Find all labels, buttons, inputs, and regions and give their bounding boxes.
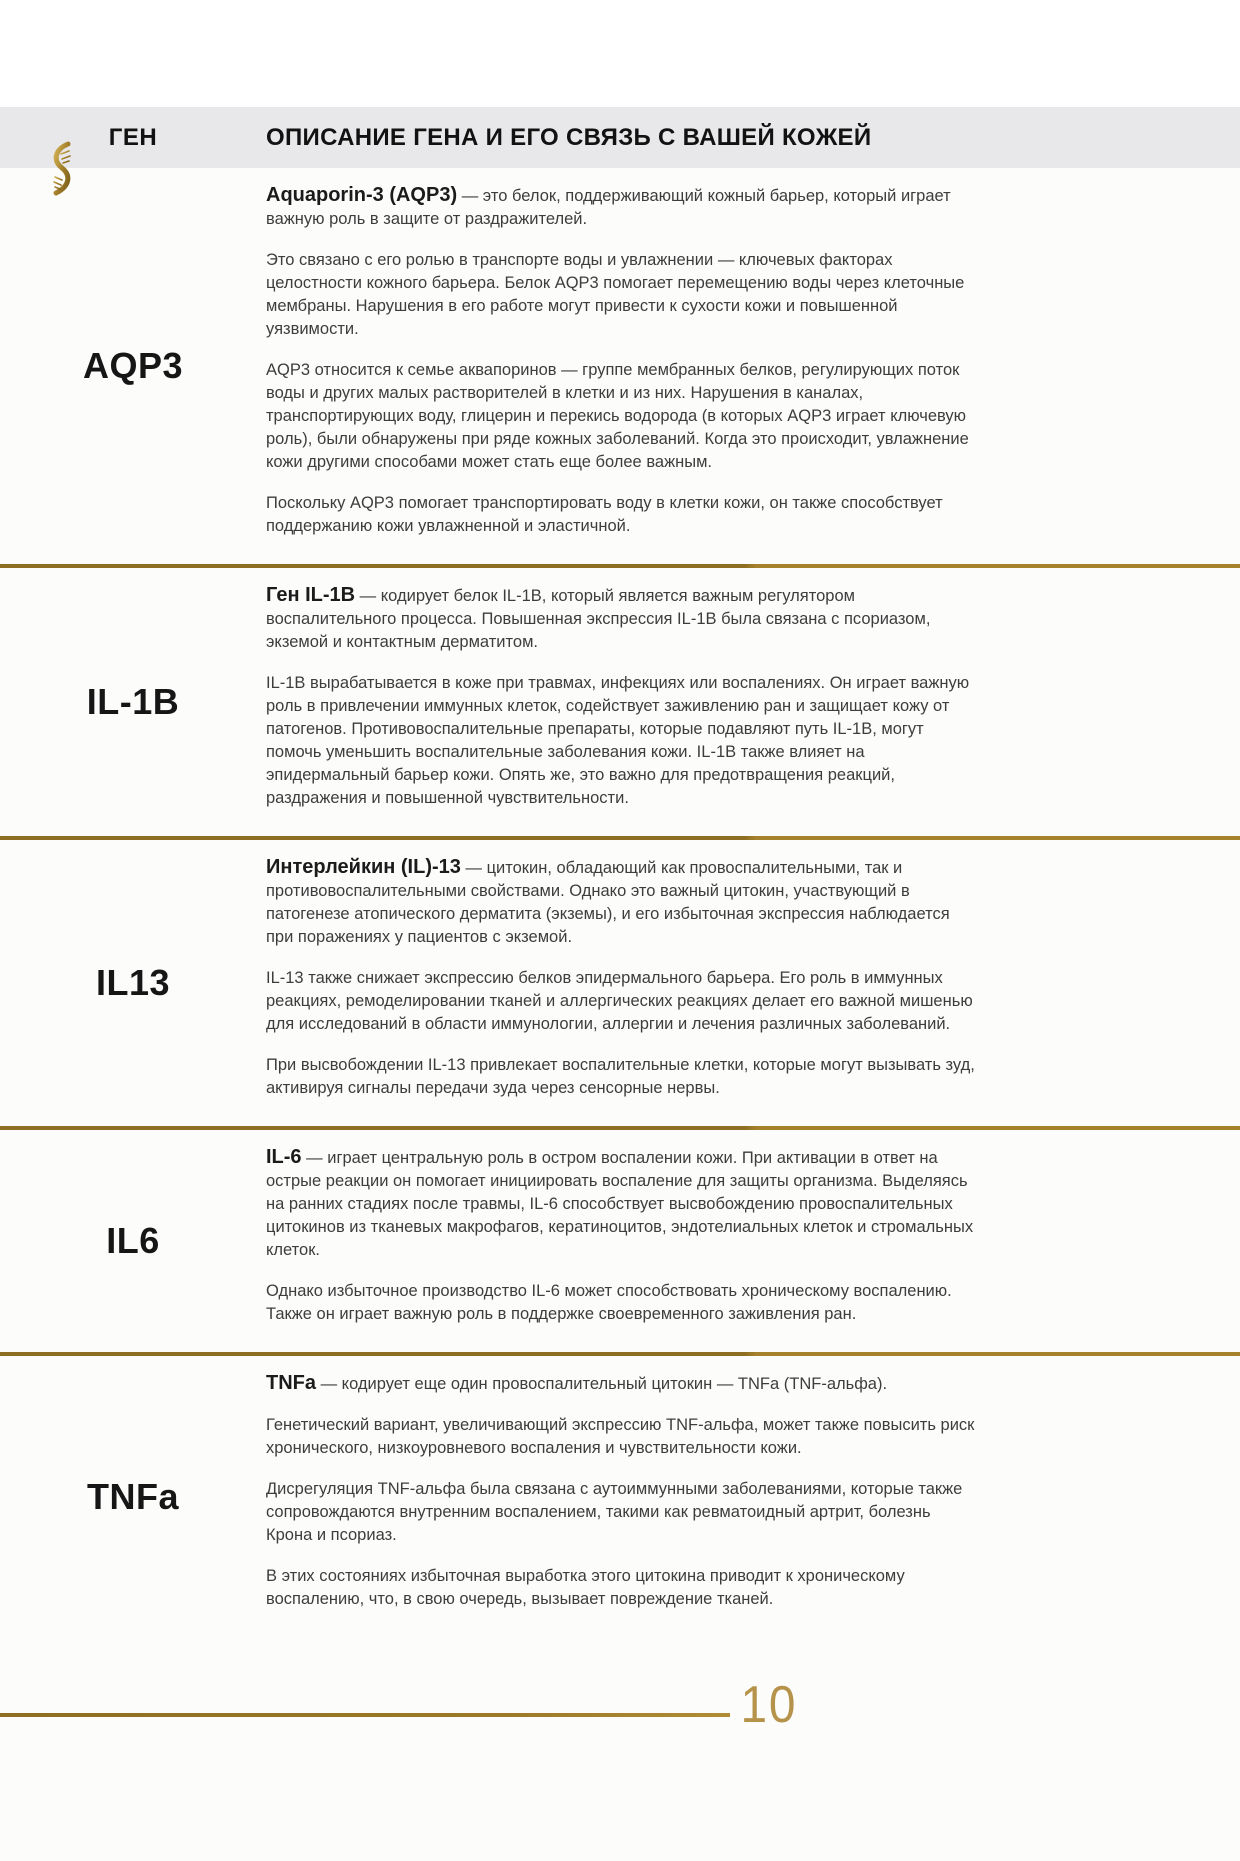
paragraph [266, 967, 976, 1036]
paragraph-lead: Ген IL-1B [266, 584, 356, 606]
page-footer [0, 1676, 1240, 1753]
paragraph-text: Это связано с его ролью в транспорте воды и увлажнении — ключевых факторах целостности кожного барьера. Белок AQP3 помогает перемещению воды через клеточные мембраны. Нарушения в его работе могут привести к сухости кожи и повышенной уязвимости. [266, 251, 965, 338]
gene-name: IL6 [106, 1220, 160, 1261]
gene-name: IL13 [95, 962, 171, 1003]
paragraph-text: AQP3 относится к семье аквапоринов — группе мембранных белков, регулирующих поток воды и других малых растворителей в клетки и из них. Нарушения в каналах, транспортирующих воду, глицерин и перекись водорода (в которых AQP3 играет ключевую роль), были обнаружены при ряде кожных заболеваний. Когда это происходит, увлажнение кожи другими способами может стать еще более важным. [266, 361, 969, 471]
paragraph-lead: TNFa [266, 1372, 316, 1394]
paragraph-text: Дисрегуляция TNF-альфа была связана с аутоиммунными заболеваниями, которые также сопровождаются внутренним воспалением, такими как ревматоидный артрит, болезнь Крона и псориаз. [266, 1480, 963, 1544]
paragraph [266, 1054, 976, 1100]
table-row [0, 568, 1240, 840]
paragraph-text: IL-13 также снижает экспрессию белков эпидермального барьера. Его роль в иммунных реакциях, ремоделировании тканей и аллергических реакциях делает его важной мишенью для исследований в области иммунологии, аллергии и лечения различных заболеваний. [266, 969, 973, 1033]
gene-name: AQP3 [82, 345, 184, 386]
paragraph-text: — это белок, поддерживающий кожный барьер, который играет важную роль в защите от раздражителей. [266, 187, 951, 228]
gene-description [266, 1356, 1006, 1637]
gene-description [266, 568, 1006, 836]
paragraph-text: IL-1B вырабатывается в коже при травмах, инфекциях или воспалениях. Он играет важную роль в привлечении иммунных клеток, содействует заживлению ран и защищает кожу от патогенов. Противовоспалительные препараты, которые подавляют путь IL-1B, могут помочь уменьшить воспалительные заболевания кожи. IL-1B также влияет на эпидермальный барьер кожи. Опять же, это важно для предотвращения реакций, раздражения и повышенной чувствительности. [266, 674, 970, 807]
paragraph-lead: IL-6 [266, 1146, 302, 1168]
paragraph-text: Генетический вариант, увеличивающий экспрессию TNF-альфа, может также повысить риск хронического, низкоуровневого воспаления и чувствительности кожи. [266, 1416, 975, 1457]
paragraph-text: — играет центральную роль в остром воспалении кожи. При активации в ответ на острые реакции он помогает инициировать воспаление для защиты организма. Выделяясь на ранних стадиях после травмы, IL-6 способствует высвобождению провоспалительных цитокинов из тканевых макрофагов, кератиноцитов, эндотелиальных клеток и стромальных клеток. [266, 1149, 974, 1259]
gene-description [266, 1130, 1006, 1352]
column-header-description: ОПИСАНИЕ ГЕНА И ЕГО СВЯЗЬ С ВАШЕЙ КОЖЕЙ [266, 123, 872, 151]
gene-cell [0, 1356, 266, 1637]
paragraph [266, 1478, 976, 1547]
gene-name: IL-1B [86, 681, 180, 722]
paragraph [266, 1146, 976, 1262]
gene-description [266, 840, 1006, 1126]
report-page [0, 107, 1240, 1861]
paragraph-text: Однако избыточное производство IL-6 может способствовать хроническому воспалению. Также он играет важную роль в поддержке своевременного заживления ран. [266, 1282, 952, 1323]
gene-cell [0, 840, 266, 1126]
paragraph [266, 1280, 976, 1326]
table-header [0, 107, 1240, 168]
gene-description [266, 168, 1006, 564]
paragraph [266, 184, 976, 231]
paragraph-text: — цитокин, обладающий как провоспалительными, так и противовоспалительными свойствами. Однако это важный цитокин, участвующий в патогенезе атопического дерматита (экземы), и его избыточная экспрессия наблюдается при поражениях у пациентов с экземой. [266, 859, 950, 946]
paragraph-text: При высвобождении IL-13 привлекает воспалительные клетки, которые могут вызывать зуд, активируя сигналы передачи зуда через сенсорные нервы. [266, 1056, 975, 1097]
table-row [0, 168, 1240, 568]
dna-helix-icon [44, 141, 80, 197]
paragraph-lead: Интерлейкин (IL)-13 [266, 856, 461, 878]
paragraph-text: — кодирует еще один провоспалительный цитокин — TNFa (TNF-альфа). [316, 1375, 888, 1393]
paragraph-text: В этих состояниях избыточная выработка этого цитокина приводит к хроническому воспалению, что, в свою очередь, вызывает повреждение тканей. [266, 1567, 905, 1608]
paragraph [266, 584, 976, 654]
page-number: 10 [740, 1676, 798, 1734]
paragraph-text: — кодирует белок IL-1B, который является важным регулятором воспалительного процесса. Повышенная экспрессия IL-1B была связана с псориазом, экземой и контактным дерматитом. [266, 587, 931, 651]
paragraph [266, 1414, 976, 1460]
table-row [0, 1130, 1240, 1356]
paragraph [266, 249, 976, 341]
paragraph [266, 672, 976, 810]
gene-cell [0, 568, 266, 836]
paragraph-text: Поскольку AQP3 помогает транспортировать воду в клетки кожи, он также способствует поддержанию кожи увлажненной и эластичной. [266, 494, 943, 535]
gene-cell [0, 168, 266, 564]
paragraph [266, 1372, 976, 1396]
gene-name: TNFa [87, 1475, 179, 1517]
table-row [0, 1356, 1240, 1637]
column-header-gene: ГЕН [108, 123, 158, 151]
paragraph [266, 492, 976, 538]
footer-rule [0, 1713, 730, 1717]
table-row [0, 840, 1240, 1130]
paragraph-lead: Aquaporin-3 (AQP3) [266, 184, 458, 206]
paragraph [266, 1565, 976, 1611]
gene-cell [0, 1130, 266, 1352]
paragraph [266, 856, 976, 949]
paragraph [266, 359, 976, 474]
